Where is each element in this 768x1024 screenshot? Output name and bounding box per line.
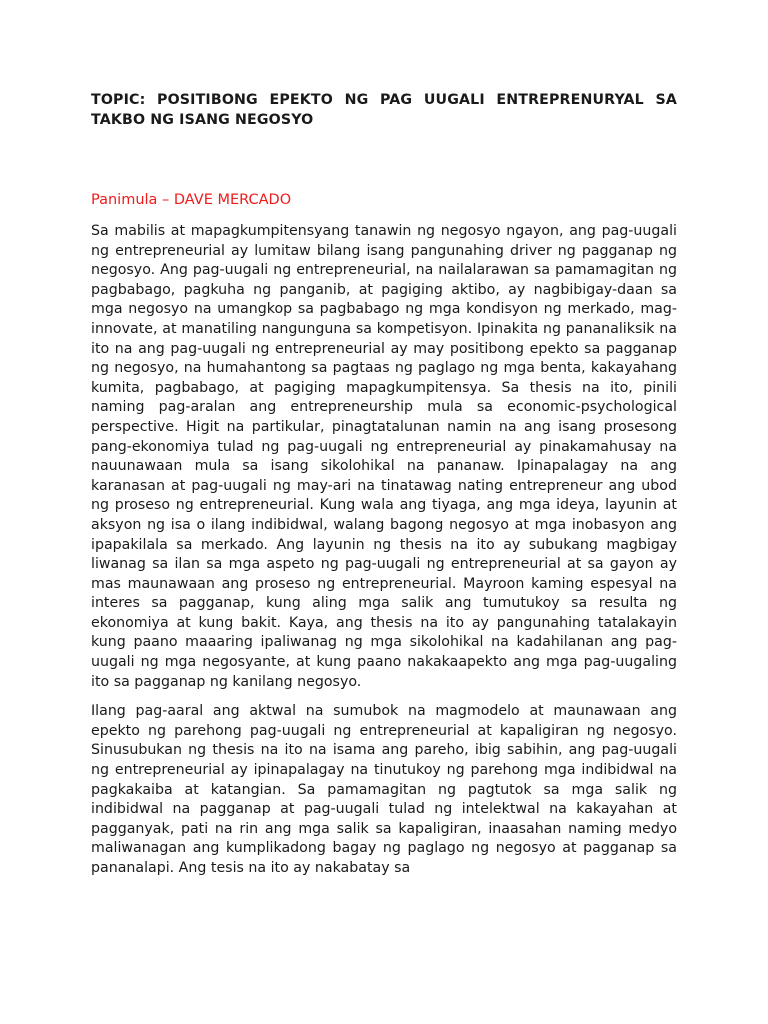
document-body (91, 90, 677, 879)
paragraph-2: Ilang pag-aaral ang aktwal na sumubok na magmodelo at maunawaan ang epekto ng parehong pag-uugali ng entrepreneurial at kapaligiran ng negosyo. Sinusubukan ng thesis na ito na isama ang pareho, ibig sabihin, ang pag-uugali ng entrepreneurial ay ipinapalagay na tinutukoy ng parehong mga indibidwal na pagkakaiba at katangian. Sa pamamagitan ng pagtutok sa mga salik ng indibidwal na pagganap at pag-uugali tulad ng intelektwal na kakayahan at pagganyak, pati na rin ang mga salik sa kapaligiran, inaasahan naming medyo maliwanagan ang kumplikadong bagay ng paglago ng negosyo at pagganap sa pananalapi. Ang tesis na ito ay nakabatay sa (91, 703, 677, 876)
section-heading: Panimula – DAVE MERCADO (91, 192, 292, 208)
topic-title: TOPIC: POSITIBONG EPEKTO NG PAG UUGALI ENTREPRENURYAL SA TAKBO NG ISANG NEGOSYO (91, 92, 677, 128)
paragraph-1: Sa mabilis at mapagkumpitensyang tanawin ng negosyo ngayon, ang pag-uugali ng entrepreneurial ay lumitaw bilang isang pangunahing driver ng pagganap ng negosyo. Ang pag-uugali ng entrepreneurial, na nailalarawan sa pamamagitan ng pagbabago, pagkuha ng panganib, at pagiging aktibo, ay nagbibigay-daan sa mga negosyo na umangkop sa pagbabago ng mga kondisyon ng merkado, mag-innovate, at manatiling nangunguna sa kompetisyon. Ipinakita ng pananaliksik na ito na ang pag-uugali ng entrepreneurial ay may positibong epekto sa pagganap ng negosyo, na humahantong sa pagtaas ng paglago ng mga benta, kakayahang kumita, pagbabago, at pagiging mapagkumpitensya. Sa thesis na ito, pinili naming pag-aralan ang entrepreneurship mula sa economic-psychological perspective. Higit na partikular, pinagtatalunan namin na ang isang prosesong pang-ekonomiya tulad ng pag-uugali ng entrepreneurial ay pinakamahusay na nauunawaan mula sa isang sikolohikal na pananaw. Ipinapalagay na ang karanasan at pag-uugali ng may-ari na tinatawag nating entrepreneur ang ubod ng proseso ng entrepreneurial. Kung wala ang tiyaga, ang mga ideya, layunin at aksyon ng isa o ilang indibidwal, walang bagong negosyo at mga inobasyon ang ipapakilala sa merkado. Ang layunin ng thesis na ito ay subukang magbigay liwanag sa ilan sa mga aspeto ng pag-uugali ng entrepreneurial at sa gayon ay mas maunawaan ang proseso ng entrepreneurial. Mayroon kaming espesyal na interes sa pagganap, kung aling mga salik ang tumutukoy sa resulta ng ekonomiya at kung bakit. Kaya, ang thesis na ito ay pangunahing tatalakayin kung paano maaaring ipaliwanag ng mga sikolohikal na kadahilanan ang pag-uugali ng mga negosyante, at kung paano nakakaapekto ang mga pag-uugaling ito sa pagganap ng kanilang negosyo. (91, 223, 677, 690)
